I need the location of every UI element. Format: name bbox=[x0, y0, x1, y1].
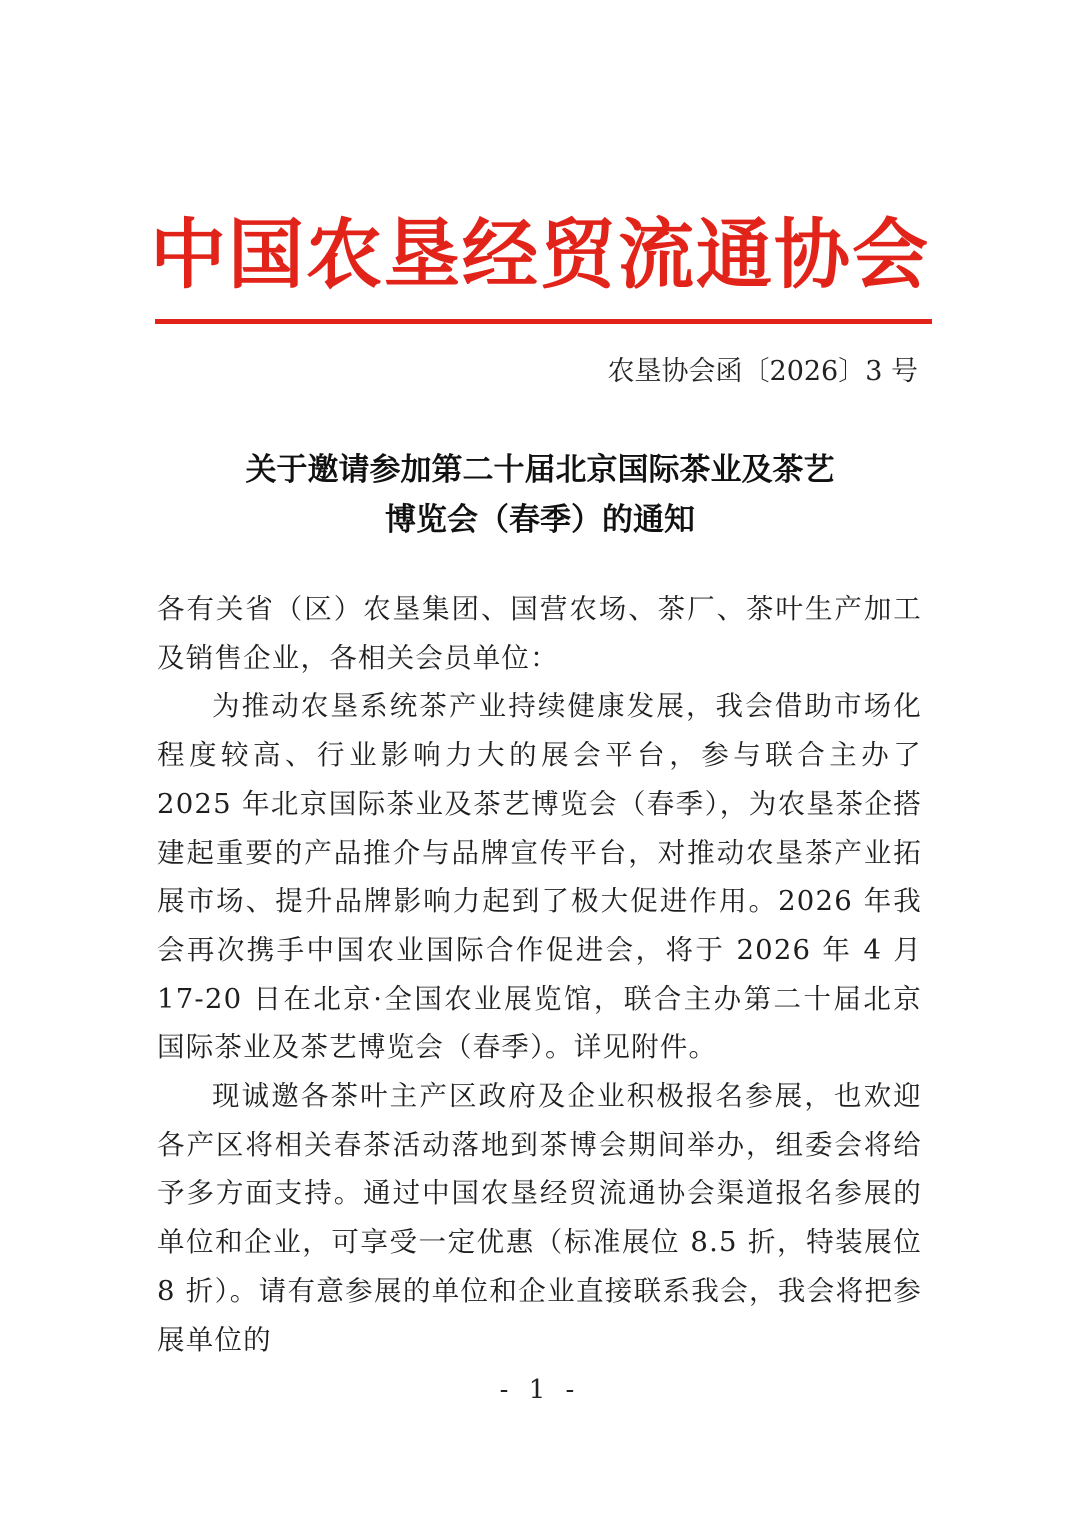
document-number: 农垦协会函〔2026〕3 号 bbox=[607, 356, 918, 387]
document-body bbox=[157, 585, 922, 1364]
salutation: 各有关省（区）农垦集团、国营农场、茶厂、茶叶生产加工及销售企业，各相关会员单位： bbox=[157, 593, 922, 674]
title-line-1: 关于邀请参加第二十届北京国际茶业及茶艺 bbox=[245, 452, 835, 488]
body-paragraph-2: 现诚邀各茶叶主产区政府及企业积极报名参展，也欢迎各产区将相关春茶活动落地到茶博会期间举办，组委会将给予多方面支持。通过中国农垦经贸流通协会渠道报名参展的单位和企业，可享受一定优惠（标准展位 8.5 折，特装展位 8 折）。请有意参展的单位和企业直接联系我会，我会将把参展单位的 bbox=[157, 1080, 922, 1356]
letterhead-red-rule bbox=[155, 319, 932, 324]
document-title bbox=[140, 445, 940, 545]
title-line-2: 博览会（春季）的通知 bbox=[385, 502, 695, 538]
letterhead-org-name: 中国农垦经贸流通协会 bbox=[150, 210, 930, 299]
body-paragraph-1: 为推动农垦系统茶产业持续健康发展，我会借助市场化程度较高、行业影响力大的展会平台，参与联合主办了 2025 年北京国际茶业及茶艺博览会（春季），为农垦茶企搭建起重要的产品推介与品牌宣传平台，对推动农垦茶产业拓展市场、提升品牌影响力起到了极大促进作用。2026 年我会再次携手中国农业国际合作促进会，将于 2026 年 4 月 17-20 日在北京·全国农业展览馆，联合主办第二十届北京国际茶业及茶艺博览会（春季）。详见附件。 bbox=[157, 690, 922, 1064]
page-number: - 1 - bbox=[499, 1375, 581, 1405]
